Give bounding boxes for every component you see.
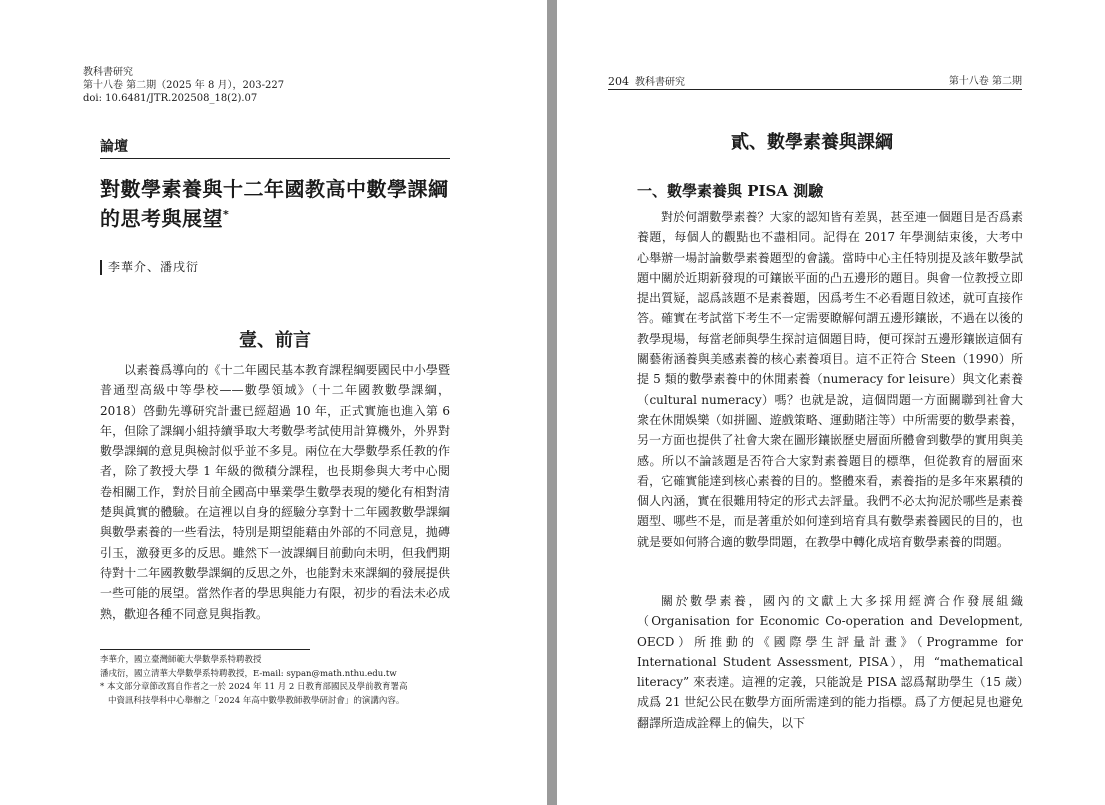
introduction-paragraph: 以素養爲導向的《十二年國民基本教育課程綱要國民中小學暨普通型高級中等學校——數學領域》（十二年國教數學課綱，2018）啓動先導研究計畫已經超過 10 年，正式實施也進入第 6 年，但除了課綱小組持續爭取大考數學考試使用計算機外，外界對數學課綱的意見與檢討似乎並不多見。兩位在大學數學系任教的作者，除了教授大學 1 年級的微積分課程，也長期參與大考中心閱卷相關工作，對於目前全國高中畢業學生數學表現的變化有相對清楚與眞實的體驗。在這裡以自身的經驗分享對十二年國教數學課綱與數學素養的一些看法，特別是期望能藉由外部的不同意見，拋磚引玉，激發更多的反思。雖然下一波課綱目前動向未明，但我們期待對十二年國教數學課綱的反思之外，也能對未來課綱的發展提供一些可能的展望。當然作者的學思與能力有限，初步的看法未必成熟，歡迎各種不同意見與指教。	[100, 363, 450, 621]
journal-name: 教科書研究	[83, 67, 133, 78]
running-header-issue: 第十八卷 第二期	[948, 76, 1022, 87]
subsection-heading-pisa: 一、數學素養與 PISA 測驗	[637, 182, 824, 200]
right-page	[557, 0, 1105, 805]
article-title-text: 對數學素養與十二年國教高中數學課綱的思考與展望	[100, 177, 449, 231]
article-title	[100, 176, 460, 232]
section-heading-literacy: 貳、數學素養與課綱	[731, 132, 893, 153]
footnote-author-1: 李華介，國立臺灣師範大學數學系特聘教授	[100, 655, 262, 665]
body-paragraph-2: 關於數學素養，國內的文獻上大多採用經濟合作發展組織（Organisation for Economic Co-operation and Development, OECD）所推動的《國際學生評量計畫》（Programme for International Student Assessment, PISA），用 “mathematical literacy” 來表達。這裡的定義，只能說是 PISA 認爲幫助學生（15 歲）成爲 21 世紀公民在數學方面所需達到的能力指標。爲了方便起見也避免翻譯所造成詮釋上的偏失，以下	[637, 594, 1023, 730]
footnote-author-2: 潘戌衍，國立清華大學數學系特聘教授，E-mail: sypan@math.nthu.edu.tw	[100, 668, 397, 679]
journal-issue-line: 第十八卷 第二期（2025 年 8 月），203-227	[83, 80, 285, 91]
section-label: 論壇	[100, 136, 450, 159]
journal-doi: doi: 10.6481/JTR.202508_18(2).07	[83, 93, 258, 104]
section-heading-introduction: 壹、前言	[239, 330, 311, 351]
footnote-note-line-2: 中資訊科技學科中心舉辦之「2024 年高中數學教師教學研討會」的演講內容。	[108, 695, 405, 706]
body-paragraph-1: 對於何謂數學素養？大家的認知皆有差異，甚至連一個題目是否爲素養題，每個人的觀點也不盡相同。記得在 2017 年學測結束後，大考中心舉辦一場討論數學素養題型的會議。當時中心主任特別提及該年數學試題中關於近期新發現的可鑲嵌平面的凸五邊形的題目。與會一位教授立即提出質疑，認爲該題不是素養題，因爲考生不必看題目敘述，就可直接作答。確實在考試當下考生不一定需要瞭解何謂五邊形鑲嵌，不過在以後的教學現場，每當老師與學生探討這個題目時，便可探討五邊形鑲嵌這個有關藝術涵養與美感素養的核心素養項目。這不正符合 Steen（1990）所提 5 類的數學素養中的休閒素養（numeracy for leisure）與文化素養（cultural numeracy）嗎？也就是說，這個問題一方面關聯到社會大衆在休閒娛樂（如拼圖、遊戲策略、運動賭注等）中所需要的數學素養，另一方面也提供了社會大衆在圖形鑲嵌歷史層面所體會到數學的實用與美感。所以不論該題是否符合大家對素養題目的標準，但從教育的層面來看，它確實能達到核心素養的目的。整體來看，素養指的是多年來累積的個人內涵，實在很難用特定的形式去評量。我們不必太拘泥於哪些是素養題型、哪些不是，而是著重於如何達到培育具有數學素養國民的目的，也就是要如何將合適的數學問題，在教學中轉化成培育數學素養的問題。	[637, 210, 1023, 549]
running-header	[608, 75, 1022, 90]
running-header-journal: 教科書研究	[635, 77, 685, 88]
footnotes	[100, 654, 450, 708]
footnote-divider	[100, 649, 310, 650]
left-page	[0, 0, 547, 805]
page-number: 204	[608, 75, 629, 88]
authors: 李華介、潘戌衍	[100, 260, 199, 275]
journal-meta	[83, 66, 284, 105]
title-footnote-mark: *	[223, 208, 230, 221]
footnote-note-line-1: * 本文部分章節改寫自作者之一於 2024 年 11 月 2 日教育部國民及學前教育署高	[100, 682, 408, 692]
